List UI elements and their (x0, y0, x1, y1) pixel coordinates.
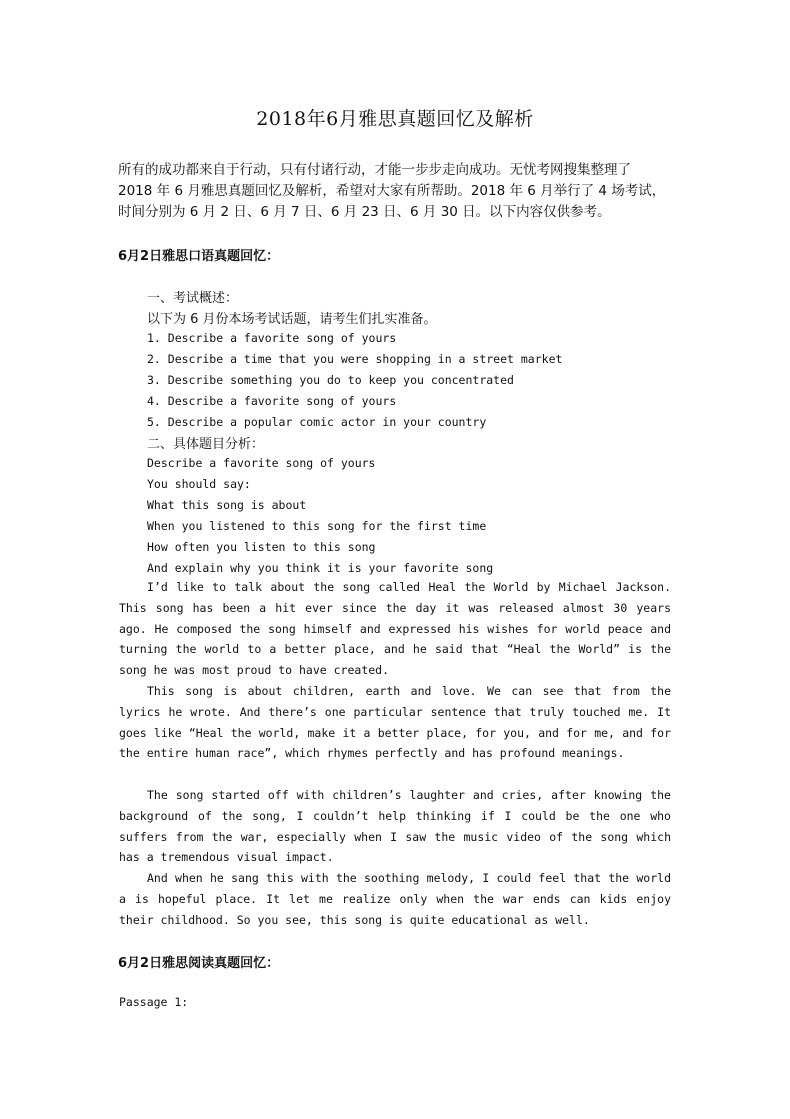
topic-item: 2. Describe a time that you were shopping in a street market (147, 352, 563, 366)
analysis-label: 二、具体题目分析： (147, 437, 265, 452)
topic-item: 1. Describe a favorite song of yours (147, 331, 397, 345)
overview-label: 一、考试概述： (147, 291, 239, 306)
passage-label: Passage 1: (119, 995, 189, 1009)
cue-card-line: How often you listen to this song (147, 540, 376, 554)
cue-card-line: You should say: (147, 477, 251, 491)
page-title: 2018年6月雅思真题回忆及解析 (256, 108, 534, 130)
topic-item: 4. Describe a favorite song of yours (147, 394, 397, 408)
intro-line: 2018 年 6 月雅思真题回忆及解析，希望对大家有所帮助。2018 年 6 月举行了 4 场考试， (118, 183, 666, 199)
answer-paragraph: I’d like to talk about the song called Heal the World by Michael Jackson. This song has been a hit ever since the day it was released almost 30 years ago. He composed the song himself and expressed his wishes for world peace and turning the world to a better place, and he said that “Heal the World” is the song he was most proud to have created. (119, 580, 671, 678)
cue-card-line: And explain why you think it is your favorite song (147, 561, 494, 575)
overview-description: 以下为 6 月份本场考试话题，请考生们扎实准备。 (147, 312, 437, 327)
topic-item: 5. Describe a popular comic actor in your country (147, 415, 487, 429)
cue-card-line: Describe a favorite song of yours (147, 456, 376, 470)
intro-paragraph (118, 160, 678, 223)
cue-card-line: What this song is about (147, 498, 307, 512)
intro-line: 所有的成功都来自于行动，只有付诸行动，才能一步步走向成功。无忧考网搜集整理了 (118, 162, 631, 178)
speaking-section-heading: 6月2日雅思口语真题回忆： (118, 249, 280, 264)
answer-paragraph: This song is about children, earth and love. We can see that from the lyrics he wrote. And there’s one particular sentence that truly touched me. It goes like “Heal the world, make it a better place, for you, and for me, and for the entire human race”, which rhymes perfectly and has profound meanings. (119, 684, 671, 761)
intro-line: 时间分别为 6 月 2 日、6 月 7 日、6 月 23 日、6 月 30 日。以下内容仅供参考。 (118, 204, 611, 220)
reading-section-heading: 6月2日雅思阅读真题回忆： (118, 956, 280, 971)
answer-paragraph: The song started off with children’s laughter and cries, after knowing the background of the song, I couldn’t help thinking if I could be the one who suffers from the war, especially when I saw the music video of the song which has a tremendous visual impact. (119, 788, 671, 865)
cue-card-line: When you listened to this song for the first time (147, 519, 487, 533)
topic-item: 3. Describe something you do to keep you concentrated (147, 373, 514, 387)
answer-paragraph: And when he sang this with the soothing melody, I could feel that the world a is hopeful place. It let me realize only when the war ends can kids enjoy their childhood. So you see, this song is quite educational as well. (119, 871, 671, 927)
